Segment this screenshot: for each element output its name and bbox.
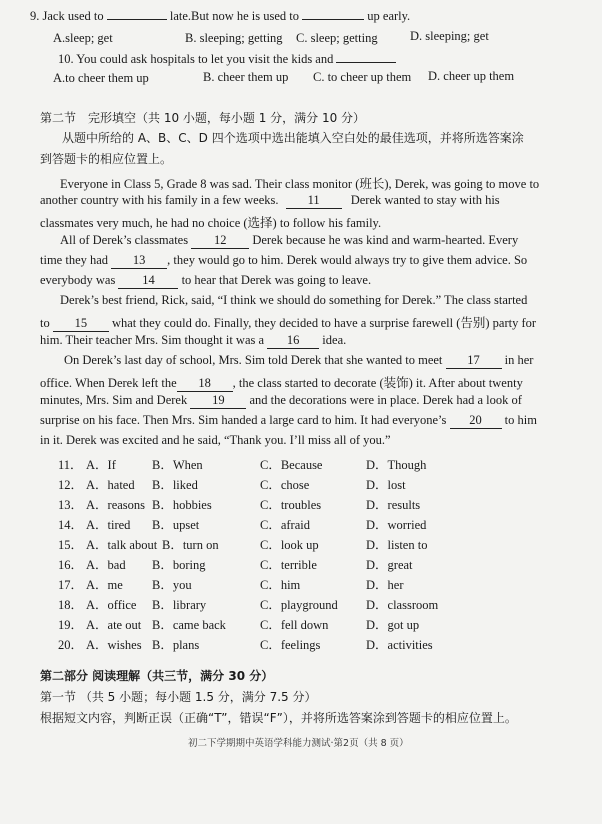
option-number: 20． — [58, 638, 84, 652]
option-number: 14． — [58, 518, 84, 532]
section-title: 第二节 完形填空（共 10 小题，每小题 1 分，满分 10 分） — [40, 111, 366, 125]
passage-line: On Derek’s last day of school, Mrs. Sim told Derek that she wanted to meet 17 in her — [64, 353, 534, 367]
option-c: C．feelings — [260, 638, 321, 652]
question-10-stem: 10. You could ask hospitals to let you visit the kids and — [58, 52, 396, 67]
option-number: 11． — [58, 458, 83, 472]
section-instruction: 到答题卡的相应位置上。 — [40, 152, 173, 166]
passage-line: surprise on his face. Then Mrs. Sim handed a large card to him. It had everyone’s 20 to him — [40, 413, 537, 427]
passage-line: everybody was 14 to hear that Derek was going to leave. — [40, 273, 372, 287]
passage-line: another country with his family in a few weeks. 11 Derek wanted to stay with his — [40, 193, 500, 207]
option-a: A．bad — [86, 558, 126, 572]
option-b: B．came back — [152, 618, 226, 632]
option-c: C．playground — [260, 598, 338, 612]
option-a: A．hated — [86, 478, 135, 492]
option-a: A．reasons — [86, 498, 146, 512]
option-a: A．talk about — [86, 538, 158, 552]
section-instruction: 从题中所给的 A、B、C、D 四个选项中选出能填入空白处的最佳选项，并将所选答案涂 — [62, 131, 524, 145]
passage-line: classmates very much, he had no choice (选择) to follow his family. — [40, 216, 382, 230]
option-number: 16． — [58, 558, 84, 572]
option-d: D．listen to — [366, 538, 428, 552]
option-b: B．you — [152, 578, 192, 592]
option-d: D．worried — [366, 518, 427, 532]
blank-11: 11 — [286, 193, 342, 209]
q10-option-c: C. to cheer up them — [313, 70, 412, 84]
option-d: D．lost — [366, 478, 406, 492]
option-d: D．her — [366, 578, 404, 592]
q10-option-a: A.to cheer them up — [53, 71, 149, 85]
option-b: B．library — [152, 598, 207, 612]
option-a: A．If — [86, 458, 116, 472]
option-number: 18． — [58, 598, 84, 612]
option-d: D．activities — [366, 638, 433, 652]
option-number: 17． — [58, 578, 84, 592]
option-b: B．When — [152, 458, 203, 472]
blank — [107, 19, 167, 20]
blank — [302, 19, 364, 20]
option-d: D．classroom — [366, 598, 439, 612]
q10-option-b: B. cheer them up — [203, 70, 289, 84]
blank — [336, 62, 396, 63]
passage-line: time they had 13 , they would go to him. Derek would always try to give them advice. So — [40, 253, 528, 267]
option-b: B．liked — [152, 478, 198, 492]
option-d: D．great — [366, 558, 413, 572]
q9-option-d: D. sleeping; get — [410, 29, 489, 43]
blank-20: 20 — [450, 413, 502, 429]
option-number: 15． — [58, 538, 84, 552]
q9-option-a: A.sleep; get — [53, 31, 113, 45]
part-instruction: 根据短文内容，判断正误（正确“T”，错误“F”），并将所选答案涂到答题卡的相应位置上。 — [40, 711, 517, 725]
option-number: 12． — [58, 478, 84, 492]
passage-line: to 15 what they could do. Finally, they decided to have a surprise farewell (告别) party for — [40, 316, 537, 330]
option-b: B．boring — [152, 558, 206, 572]
blank-13: 13 — [111, 253, 167, 269]
passage-line: minutes, Mrs. Sim and Derek 19 and the decorations were in place. Derek had a look of — [40, 393, 522, 407]
option-number: 19． — [58, 618, 84, 632]
option-b: B．upset — [152, 518, 200, 532]
option-a: A．me — [86, 578, 123, 592]
option-c: C．Because — [260, 458, 323, 472]
q9-option-b: B. sleeping; getting — [185, 31, 283, 45]
blank-19: 19 — [190, 393, 246, 409]
blank-15: 15 — [53, 316, 109, 332]
blank-16: 16 — [267, 333, 319, 349]
option-d: D．got up — [366, 618, 420, 632]
blank-17: 17 — [446, 353, 502, 369]
option-a: A．office — [86, 598, 137, 612]
option-c: C．afraid — [260, 518, 310, 532]
option-b: B．turn on — [162, 538, 219, 552]
part-title: 第二部分 阅读理解（共三节，满分 30 分） — [40, 669, 274, 683]
passage-line: him. Their teacher Mrs. Sim thought it was a 16 idea. — [40, 333, 347, 347]
option-b: B．hobbies — [152, 498, 212, 512]
blank-14: 14 — [118, 273, 178, 289]
passage-line: All of Derek’s classmates 12 Derek because he was kind and warm-hearted. Every — [60, 233, 519, 247]
part-subtitle: 第一节 （共 5 小题；每小题 1.5 分，满分 7.5 分） — [40, 690, 317, 704]
option-c: C．chose — [260, 478, 310, 492]
option-c: C．fell down — [260, 618, 329, 632]
option-c: C．him — [260, 578, 301, 592]
passage-line: Everyone in Class 5, Grade 8 was sad. Their class monitor (班长), Derek, was going to move to — [60, 177, 540, 191]
blank-12: 12 — [191, 233, 249, 249]
option-a: A．ate out — [86, 618, 142, 632]
page-footer: 初二下学期期中英语学科能力测试·第2页（共 8 页） — [188, 738, 409, 749]
q10-option-d: D. cheer up them — [428, 69, 515, 83]
option-a: A．tired — [86, 518, 131, 532]
option-d: D．Though — [366, 458, 427, 472]
option-d: D．results — [366, 498, 421, 512]
passage-line: office. When Derek left the 18 , the class started to decorate (装饰) it. After about twenty — [40, 376, 523, 390]
q9-option-c: C. sleep; getting — [296, 31, 378, 45]
question-9-stem: 9. Jack used to late.But now he is used to up early. — [30, 9, 411, 23]
passage-line: in it. Derek was excited and he said, “Thank you. I’ll miss all of you.” — [40, 433, 391, 447]
option-number: 13． — [58, 498, 84, 512]
option-a: A．wishes — [86, 638, 142, 652]
blank-18: 18 — [177, 376, 233, 392]
passage-line: Derek’s best friend, Rick, said, “I think we should do something for Derek.” The class started — [60, 293, 528, 307]
option-c: C．troubles — [260, 498, 322, 512]
option-c: C．terrible — [260, 558, 317, 572]
option-b: B．plans — [152, 638, 200, 652]
option-c: C．look up — [260, 538, 319, 552]
